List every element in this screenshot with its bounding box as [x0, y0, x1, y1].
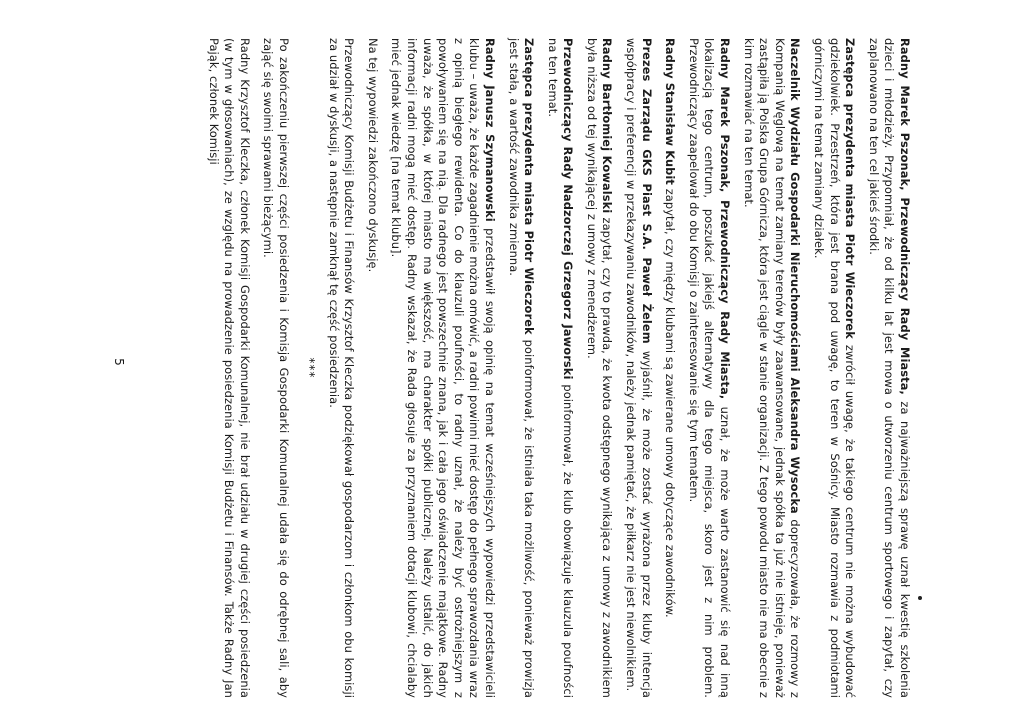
document-page	[12, 12, 1012, 712]
paragraph	[740, 38, 802, 698]
speaker-name: Radny Marek Pszonak, Przewodniczący Rady Miasta,	[898, 38, 912, 395]
minutes-body-continued	[205, 38, 291, 698]
paragraph-text: przedstawił swoją opinię na temat wcześniejszych wypowiedzi przedstawicieli klubu – uważa, że każde zagadnienie można omówić, a radni powinni mieć dostęp do pełnego sprawozdania wraz z opinią biegłego rewidenta. Co do klauzuli poufności, to radny uznał, że należy być ostrożniejszym z powoływaniem się na nią. Dla radnego jest powszechnie znana, jak i cała jego oświadczenie majątkowe. Radny uważa, że spółka, w której miasto ma większość, ma charakter spółki publicznej. Należy ustalić, do jakich informacji radni mogą mieć dostęp. Radny wskazał, że Rada głosuje za przyznaniem dotacji klubowi, chcialaby mieć jednak wiedzę [na temat klubu].	[389, 38, 497, 698]
paragraph-text: Przewodniczący Komisji Budżetu i Finansów Krzysztof Kleczka podziękował gospodarzom i członkom obu komisji za udział w dyskusji, a następnie zamknął tę część posiedzenia.	[326, 38, 357, 698]
speaker-name: Przewodniczący Rady Nadzorczej Grzegorz Jaworski	[561, 38, 576, 380]
paragraph	[505, 38, 536, 698]
speaker-name: Radny Janusz Szymanowski	[482, 38, 497, 222]
speaker-name: Radny Bartłomiej Kowalski	[600, 38, 615, 214]
paragraph	[544, 38, 575, 698]
paragraph-text: zwrócił uwagę, że takiego centrum nie można wybudować gdziekolwiek. Przestrzeń, która jest brana pod uwagę, to teren w Sośnicy. Miasto rozmawia z podmiotami górniczymi na temat zamiany działek.	[812, 38, 858, 698]
paragraph	[260, 38, 291, 698]
ink-dot	[918, 596, 922, 600]
minutes-body	[325, 38, 912, 698]
paragraph	[623, 38, 654, 698]
paragraph-text: zapytał, czy to prawda, że kwota odstępnego wynikająca z umowy z zawodnikiem była niższa od tej wynikającej z umowy z menedżerem.	[584, 38, 615, 698]
speaker-name: Radny Marek Pszonak, Przewodniczący Rady Miasta,	[718, 38, 733, 400]
paragraph-text: Po zakończeniu pierwszej części posiedzenia i Komisja Gospodarki Komunalnej udała się do odrębnej sali, aby zająć się swoimi sprawami bieżącymi.	[261, 38, 291, 698]
paragraph	[388, 38, 497, 698]
paragraph-text: Radny Krzysztof Kleczka, członek Komisji Gospodarki Komunalnej, nie brał udziału w drugiej części posiedzenia (w tym w głosowaniach), ze względu na prowadzenie posiedzenia Komisji Budżetu i Finansów. Także Radny Jan Pająk, członek Komisji	[206, 38, 252, 698]
paragraph-text: doprecyzowała, że rozmowy z Kompanią Węglową na temat zamiany terenów były zaawansowane, jednak spółka ta już nie istnieje, ponieważ zastąpiła ją Polska Grupa Górnicza, która jest ciągle w stanie organizacji. Z tego powodu miasto nie ma obecnie z kim rozmawiać na ten temat.	[741, 38, 803, 698]
speaker-name: Radny Stanisław Kubit	[663, 38, 678, 185]
speaker-name: Naczelnik Wydziału Gospodarki Nieruchomościami Aleksandra Wysocka	[788, 38, 803, 514]
paragraph	[583, 38, 614, 698]
paragraph	[810, 38, 857, 698]
paragraph-text: zapytał, czy między klubami są zawierane umowy dotyczące zawodników.	[663, 184, 678, 618]
paragraph-text: za najważniejszą sprawę uznał kwestię szkolenia dzieci i młodzieży. Przypomniał, że od kilku lat jest mowa o utworzeniu centrum sportowego i zapytał, czy zaplanowano na ten cel jakieś środki.	[866, 38, 912, 698]
paragraph	[865, 38, 912, 698]
page-number: 5	[112, 358, 126, 366]
paragraph-text: Na tej wypowiedzi zakończono dyskusję.	[365, 38, 380, 273]
paragraph-text: poinformował, że klub obowiązuje klauzula poufności na ten temat.	[545, 38, 576, 699]
paragraph-text: wyjaśnił, że może zostać wyrażona przez kluby intencja współpracy i preferencji w przekazywaniu zawodników, należy jednak pamiętać, że piłkarz nie jest niewolnikiem.	[624, 38, 654, 698]
paragraph-text: poinformował, że istniała taka możliwość, ponieważ prowizja jest stała, a wartość zawodnika zmienna.	[506, 38, 537, 698]
speaker-name: Prezes Zarządu GKS Piast S.A. Paweł Żelem	[639, 38, 654, 344]
paragraph-text: uznał, że może warto zastanowić się nad inną lokalizacją tego centrum, poszukać jakiejś alternatywy dla tego miejsca, skoro jest z nim problem. Przewodniczący zaapelował do obu Komisji o zainteresowanie się tym tematem.	[686, 38, 733, 698]
section-separator: ***	[303, 357, 317, 379]
paragraph	[364, 38, 380, 698]
speaker-name: Zastępca prezydenta miasta Piotr Wieczorek	[522, 38, 537, 335]
paragraph	[662, 38, 678, 698]
paragraph	[205, 38, 252, 698]
paragraph	[685, 38, 732, 698]
paragraph	[325, 38, 356, 698]
speaker-name: Zastępca prezydenta miasta Piotr Wieczorek	[843, 38, 858, 339]
